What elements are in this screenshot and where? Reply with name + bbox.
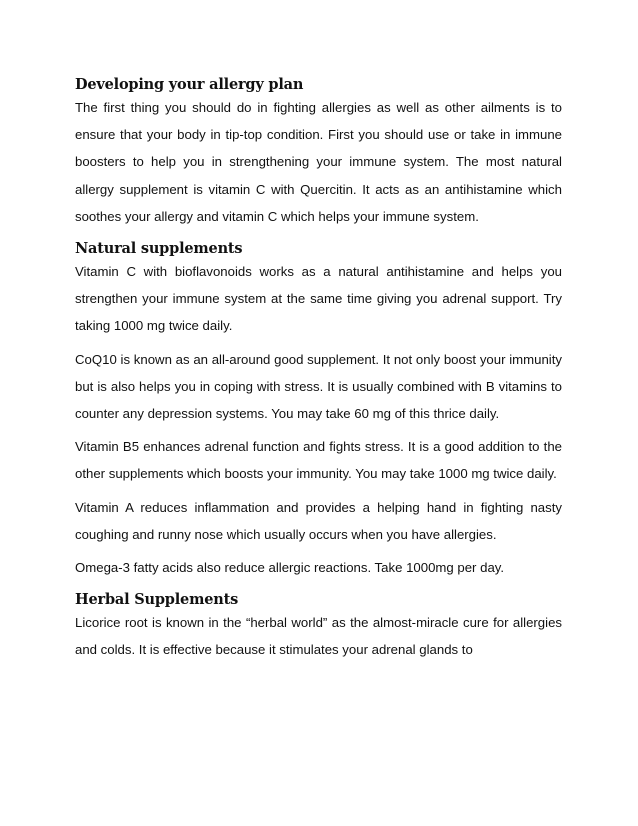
section-heading: Natural supplements [75,240,243,258]
section-allergy-plan [75,76,562,230]
paragraph: CoQ10 is known as an all-around good supplement. It not only boost your immunity but is also helps you in coping with stress. It is usually combined with B vitamins to counter any depression systems. You may take 60 mg of this thrice daily. [75,351,562,422]
section-heading: Developing your allergy plan [75,76,304,93]
section-heading: Herbal Supplements [75,591,239,609]
section-natural-supplements [75,240,562,581]
paragraph: Vitamin C with bioflavonoids works as a natural antihistamine and helps you strengthen your immune system at the same time giving you adrenal support. Try taking 1000 mg twice daily. [75,264,562,334]
paragraph: Vitamin A reduces inflammation and provides a helping hand in fighting nasty coughing and runny nose which usually occurs when you have allergies. [75,499,562,542]
paragraph: Omega-3 fatty acids also reduce allergic reactions. Take 1000mg per day. [75,560,505,576]
document-page [75,76,562,674]
paragraph: Vitamin B5 enhances adrenal function and fights stress. It is a good addition to the other supplements which boosts your immunity. You may take 1000 mg twice daily. [75,439,562,482]
paragraph: Licorice root is known in the “herbal world” as the almost-miracle cure for allergies and colds. It is effective because it stimulates your adrenal glands to [75,615,562,658]
paragraph: The first thing you should do in fighting allergies as well as other ailments is to ensure that your body in tip-top condition. First you should use or take in immune boosters to help you in strengthening your immune system. The most natural allergy supplement is vitamin C with Quercitin. It acts as an antihistamine which soothes your allergy and vitamin C which helps your immune system. [75,100,562,224]
section-herbal-supplements [75,591,562,663]
